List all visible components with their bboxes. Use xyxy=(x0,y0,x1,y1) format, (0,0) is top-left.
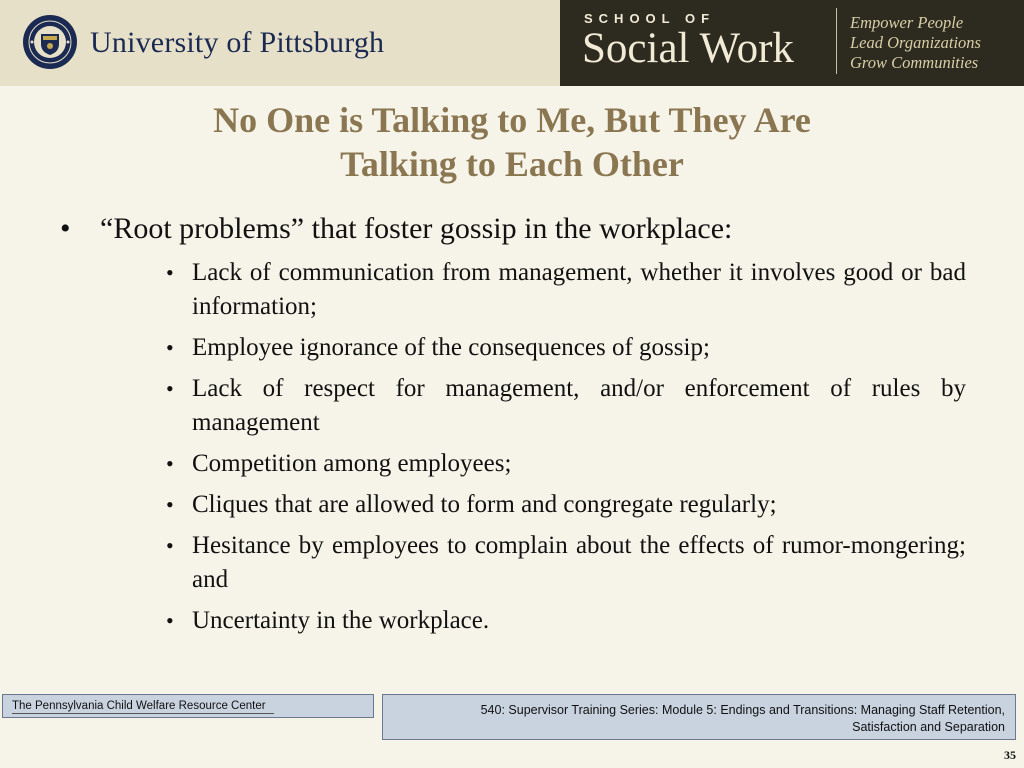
university-seal-icon xyxy=(22,14,78,70)
bullet-icon: • xyxy=(166,335,174,360)
university-banner xyxy=(0,0,560,86)
bullet-icon: • xyxy=(166,533,174,558)
sub-bullet-text: Lack of respect for management, and/or enforcement of rules by management xyxy=(192,375,966,436)
sub-bullet-text: Competition among employees; xyxy=(192,450,512,477)
sub-bullet xyxy=(166,256,966,324)
footer-organization-box xyxy=(2,694,374,718)
sub-bullet xyxy=(166,604,966,638)
university-name: University of Pittsburgh xyxy=(90,26,385,59)
title-line-2: Talking to Each Other xyxy=(340,144,684,184)
sub-bullet-list xyxy=(166,256,966,638)
page-number: 35 xyxy=(1004,748,1016,762)
bullet-icon: • xyxy=(166,451,174,476)
main-bullet-text: “Root problems” that foster gossip in the workplace: xyxy=(100,212,733,245)
sub-bullet xyxy=(166,488,966,522)
slide-body xyxy=(60,210,966,645)
bullet-icon: • xyxy=(60,212,71,245)
school-of-label: SCHOOL OF xyxy=(584,11,716,26)
footer-course-box xyxy=(382,694,1016,740)
sub-bullet-text: Cliques that are allowed to form and congregate regularly; xyxy=(192,491,777,518)
tagline-line: Lead Organizations xyxy=(850,33,981,52)
sub-bullet xyxy=(166,372,966,440)
sub-bullet xyxy=(166,447,966,481)
sub-bullet-text: Hesitance by employees to complain about the effects of rumor-mongering; and xyxy=(192,532,966,593)
social-work-label: Social Work xyxy=(582,25,794,72)
footer-organization-text: The Pennsylvania Child Welfare Resource Center xyxy=(12,700,266,712)
bullet-icon: • xyxy=(166,260,174,285)
footer-course-line-2: Satisfaction and Separation xyxy=(852,720,1005,734)
slide-header xyxy=(0,0,1024,86)
bullet-icon: • xyxy=(166,376,174,401)
footer-course-line-1: 540: Supervisor Training Series: Module 5: Endings and Transitions: Managing Staff Retention, xyxy=(480,703,1005,717)
school-tagline xyxy=(850,13,981,73)
slide-title xyxy=(0,98,1024,186)
sub-bullet-text: Employee ignorance of the consequences of gossip; xyxy=(192,334,710,361)
tagline-line: Empower People xyxy=(850,13,964,32)
sub-bullet xyxy=(166,331,966,365)
bullet-icon: • xyxy=(166,608,174,633)
sub-bullet-text: Uncertainty in the workplace. xyxy=(192,607,490,634)
sub-bullet-text: Lack of communication from management, whether it involves good or bad information; xyxy=(192,259,966,320)
tagline-line: Grow Communities xyxy=(850,53,979,72)
sub-bullet xyxy=(166,529,966,597)
bullet-icon: • xyxy=(166,492,174,517)
main-bullet xyxy=(60,210,966,248)
banner-divider xyxy=(836,8,837,74)
title-line-1: No One is Talking to Me, But They Are xyxy=(213,100,811,140)
footer-underline xyxy=(12,713,274,714)
